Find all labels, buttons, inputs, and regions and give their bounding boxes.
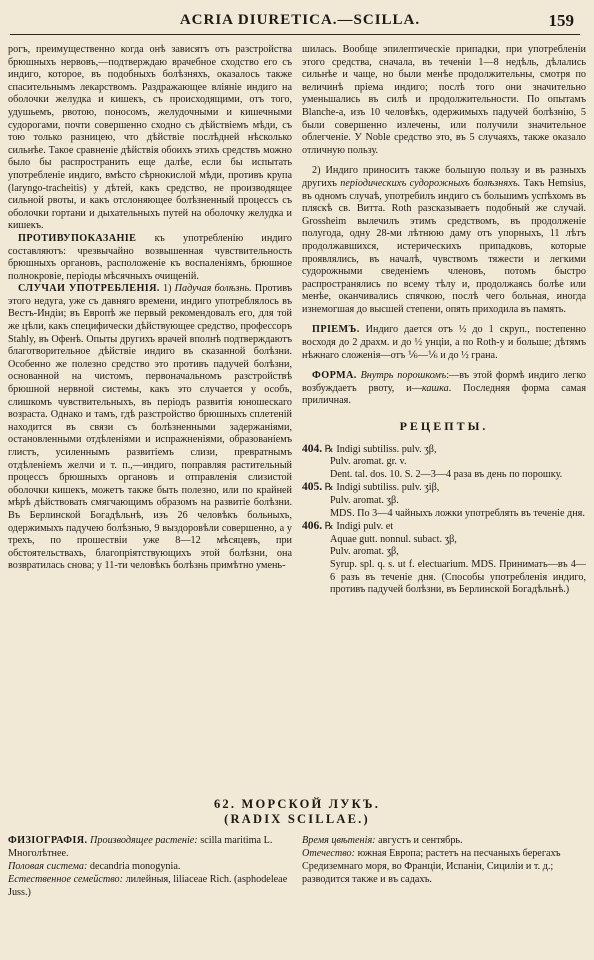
- form-italic-2: кашка: [421, 382, 449, 394]
- case-two-lead: 2) Индиго приноситъ также большую пользу и въ разныхъ другихъ: [302, 165, 586, 189]
- recipe: [302, 520, 586, 597]
- case-two-text: Такъ Hemsius, въ одномъ случаѣ, употребилъ индиго съ большимъ успѣхомъ въ пляскѣ св. Витта. Roth разсказываетъ подобный же случай. Grossheim вылечилъ этимъ средствомъ, въ продолженіе полугода, одну 28-ми лѣтнюю даму отъ упорныхъ, 11 лѣтъ продолжавшихся, истерическихъ припадковъ, которые проявлялись, въ началѣ, чувствомъ тяжести и легкими судорожными сведеніемъ членовъ, потомъ быстро распространялись по всему тѣлу и, продолжаясь болѣе или менѣе, оканчивались спячкою, послѣ чего больная, иногда изнемогшая до высшей степени, опять приходила въ память.: [302, 177, 586, 315]
- page-header: [0, 12, 594, 36]
- dose-paragraph: [302, 324, 586, 362]
- running-head: ACRIA DIURETICA.—SCILLA.: [179, 12, 421, 28]
- form-heading: ФОРМА.: [312, 370, 357, 382]
- recipe-line: Aquae gutt. nonnul. subact. ʒβ,: [330, 533, 457, 545]
- recipe-line: Syrup. spl. q. s. ut f. electuarium. MDS. Принимать—въ 4—6 разъ въ теченіе дня. (Способы употребленія индиго, противъ падучей болѣзни, въ Берлинской Богадѣльнѣ.): [330, 558, 586, 596]
- sexual-system-paragraph: [8, 860, 292, 873]
- bottom-left-column: [8, 834, 292, 899]
- section-title-line-2: (RADIX SCILLAE.): [224, 812, 370, 826]
- page-number: 159: [548, 11, 574, 30]
- family-value: лилейныя, liliaceae Rich. (asphodeleae Juss.): [8, 874, 288, 898]
- contraindications-heading: ПРОТИВУПОКАЗАНІЕ: [18, 232, 137, 244]
- form-paragraph: [302, 370, 586, 408]
- form-text: :—въ этой формѣ индиго легко возбуждаетъ рвоту, и—: [302, 370, 586, 394]
- sexual-system-value: decandria monogynia.: [89, 861, 181, 872]
- flowering-value: августъ и сентябрь.: [378, 835, 463, 846]
- recipe-line: Dent. tal. dos. 10. S. 2—3—4 раза въ день по порошку.: [330, 468, 563, 480]
- plant-label: Производящее растеніе:: [90, 835, 198, 846]
- recipe: [302, 443, 586, 482]
- section-title: [0, 797, 594, 827]
- section-title-line-1: 62. МОРСКОЙ ЛУКЪ.: [213, 797, 381, 811]
- recipe-line: Pulv. aromat. ʒβ.: [330, 495, 399, 506]
- header-rule: [10, 34, 580, 35]
- physiography-paragraph: [8, 834, 292, 860]
- cases-heading: СЛУЧАИ УПОТРЕБЛЕНІЯ.: [18, 283, 160, 295]
- homeland-value: южная Европа; растетъ на песчаныхъ берегахъ Средиземнаго моря, во Франціи, Испаніи, Сициліи и т. д.; разводится также и въ садахъ.: [302, 848, 561, 885]
- recipe-line: [302, 520, 586, 534]
- homeland-label: Отечество:: [302, 848, 356, 859]
- sexual-system-label: Половая система:: [8, 861, 88, 872]
- form-italic-1: Внутрь порошкомъ: [360, 370, 447, 382]
- cases-paragraph: [8, 283, 292, 573]
- left-column: [8, 44, 292, 573]
- flowering-label: Время цвѣтенія:: [302, 835, 376, 846]
- dose-heading: ПРІЕМЪ.: [312, 324, 360, 336]
- recipes-title: РЕЦЕПТЫ.: [399, 419, 489, 434]
- cases-text: Противъ этого недуга, уже съ давняго времени, индиго употреблялось въ Вестъ-Индіи; въ Европѣ же первый рекомендовалъ его, для той же цѣли, какъ специфически дѣйствующее средство, профессоръ Stahly, въ Офенѣ. Опыты другихъ врачей вполнѣ подтверждаютъ благотворительное дѣйствіе индиго въ сказанной болѣзни. Особенно же полезно средство это противъ падучей болѣзни, основанной на чистомъ, первоначальномъ разстройствѣ брюшной нервной системы, какъ это случается у особъ, слишкомъ чувствительныхъ, въ періодъ развитія юношескаго возраста. Однако и тамъ, гдѣ разстройство брюшныхъ сплетеній находится въ связи съ болѣзненными задержаніями, остановленными отдѣленіями и испражненіями, образованіемъ глистъ, усиленнымъ развитіемъ слизи, превратнымъ отдѣленіемъ желчи и т. п.,—индиго, поправляя растительный процессъ брюшныхъ органовъ и отправленія слизистой оболочки кишекъ, можетъ также быть полезно, или по крайней мѣрѣ дѣйствовать смягчающимъ образомъ на развитіе болѣзни. Въ Берлинской Богадѣльнѣ, изъ 26 человѣкъ больныхъ, одержимыхъ падучею болѣзнью, 9 выздоровѣли совершенно, а у трехъ, по прошествіи уже 8—12 мѣсяцевъ, при обстоятельствахъ, благопріятствующихъ этой болѣзни, она возвратилась снова; у 11-ти человѣкъ болѣзнь примѣтно умень-: [8, 283, 293, 572]
- recipe-line: Pulv. aromat. ʒβ,: [330, 546, 399, 558]
- form-tail: . Последняя форма самая приличная.: [302, 382, 587, 407]
- homeland-paragraph: [302, 847, 586, 886]
- family-paragraph: [8, 873, 292, 899]
- recipe: [302, 481, 586, 520]
- bottom-right-column: [302, 834, 586, 886]
- recipe-number: 406.: [302, 520, 323, 533]
- cases-disease: Падучая болѣзнь.: [174, 283, 252, 295]
- flowering-paragraph: [302, 834, 586, 847]
- contraindications-text: къ употребленію индиго составляютъ: чрезвычайно возвышенная чувствительность брюшныхъ органовъ, расположеніе къ воспаленіямъ, брюшное полнокровіе, періоды мѣсячныхъ очищеній.: [8, 232, 292, 282]
- contraindications-paragraph: [8, 233, 292, 283]
- plant-value: scilla maritima L. Многолѣтнее.: [8, 835, 273, 859]
- right-column: [302, 44, 586, 597]
- recipe-number: 405.: [302, 481, 323, 494]
- paragraph-continuation-right: шилась. Вообще эпилептическіе припадки, при употребленіи этого средства, сначала, въ теченіи 1—8 недѣль, дѣлались сильнѣе и чаще, но были менѣе продолжительны, смотря по величинѣ пріема индиго; послѣ того они значительно уменьшались въ силѣ и продолжительности. По опытамъ Blanche-a, изъ 10 человѣкъ, одержимыхъ падучей болѣзнію, 5 были совершенно излечены, или получили значительное облегченіе. У Noble средство это, въ 5 случаяхъ, также оказало отличную пользу.: [302, 44, 586, 156]
- recipe-text: ℞ Indigi subtiliss. pulv. ʒiβ,: [324, 482, 440, 494]
- recipe-text: ℞ Indigi subtiliss. pulv. ʒβ,: [324, 443, 437, 455]
- recipe-line: [302, 443, 586, 457]
- case-two-paragraph: [302, 165, 586, 316]
- recipe-line: Pulv. aromat. gr. v.: [330, 456, 407, 468]
- cases-number: 1): [163, 283, 172, 295]
- recipe-line: MDS. По 3—4 чайныхъ ложки употреблять въ теченіе дня.: [330, 507, 585, 519]
- family-label: Естественное семейство:: [8, 874, 124, 885]
- dose-text: Индиго дается отъ ½ до 1 скруп., постепенно восходя до 2 драхм. и до ½ унціи, а по Roth-у и больше; дѣтямъ нѣжнаго сложенія—отъ ⅙—⅙ и до ½ грана.: [302, 324, 587, 361]
- recipe-text: ℞ Indigi pulv. et: [324, 521, 394, 533]
- recipe-line: [302, 481, 586, 495]
- paragraph-continuation: рогъ, преимущественно когда онѣ зависятъ отъ разстройства брюшныхъ нервовъ,—подтверждаю врачебное сходство его съ индиго, которое, въ подобныхъ болѣзняхъ, оказалось также спасительнымъ лекарствомъ. Раздражающее вліяніе индиго на оболочки желудка и кишекъ, съ происходящими, отъ того, удушьемъ, рвотою, поносомъ, желудочными и кишечными судорогами, почти совершенно сходно съ дѣйствіемъ мѣди, съ тою только разницею, что дѣйствіе послѣдней нѣсколько сильнѣе. Такое сравненіе дѣйствія обоихъ этихъ средствъ можно было бы распространить еще далѣе, если бы испытать употребленіе индиго, вмѣсто сѣрнокислой мѣди, противъ крупа (laryngo-tracheitis) у дѣтей, какъ средство, не производящее сильной рвоты, и какъ отслоняющее болѣзненный процессъ съ оболочки гортани и дыхательныхъ путей на оболочку желудка и кишекъ.: [8, 44, 292, 232]
- case-two-italic: періодическихъ судорожныхъ болѣзняхъ.: [340, 177, 521, 189]
- physiography-heading: ФИЗІОГРАФІЯ.: [8, 835, 88, 846]
- recipe-number: 404.: [302, 442, 323, 455]
